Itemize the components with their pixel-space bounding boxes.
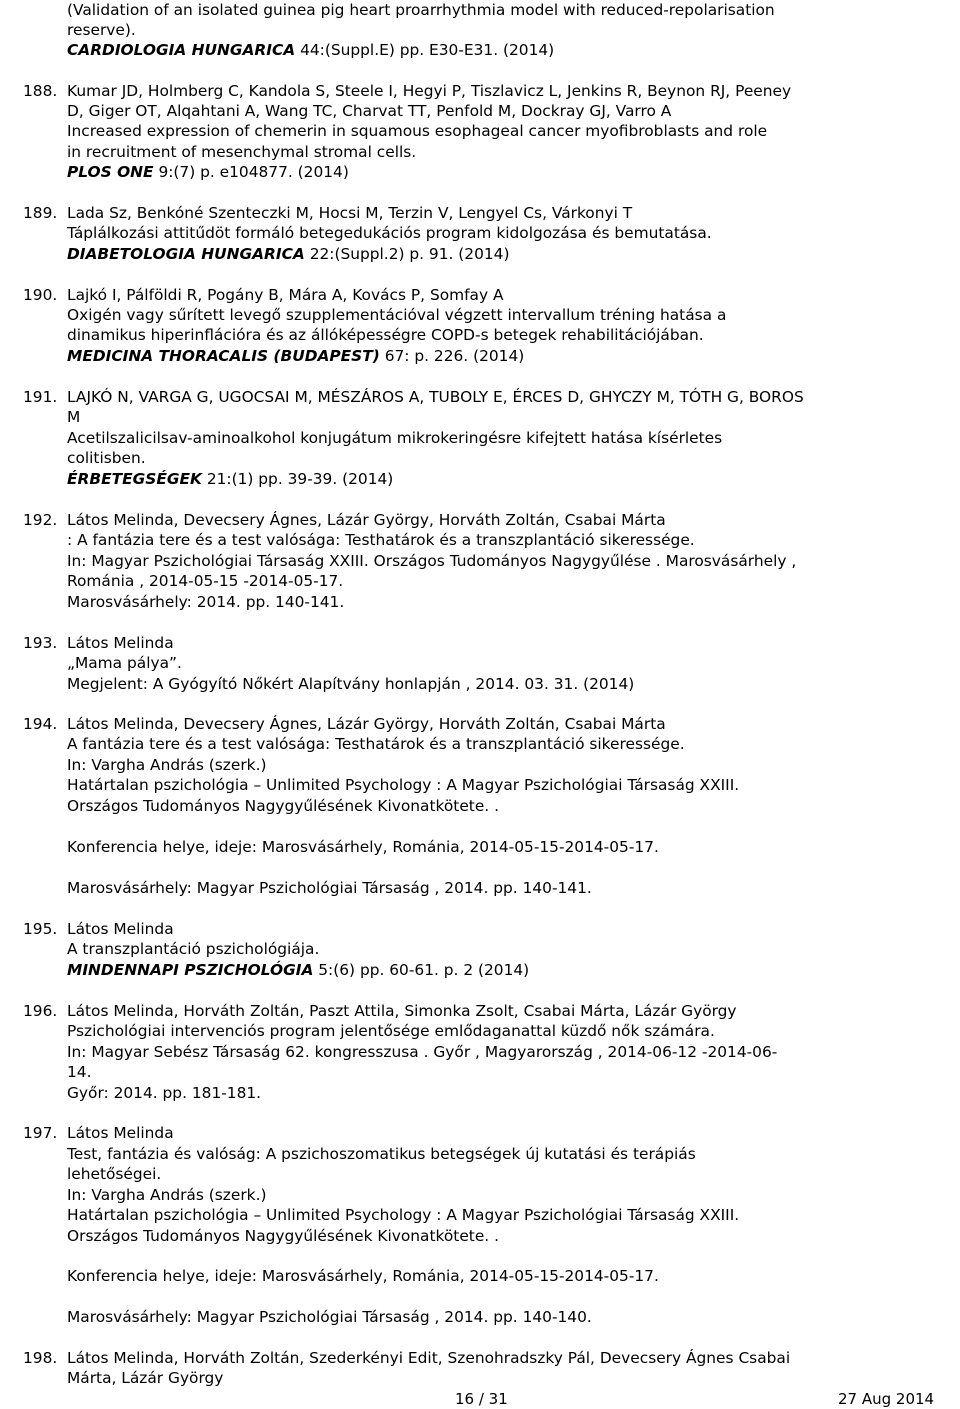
entry-authors: Látos Melinda, Horváth Zoltán, Szederkényi Edit, Szenohradszky Pál, Devecsery Ágnes Csabai	[67, 1349, 791, 1367]
entry-title: A fantázia tere és a test valósága: Testhatárok és a transzplantáció sikeressége.	[67, 735, 685, 753]
entry-authors: Látos Melinda, Devecsery Ágnes, Lázár György, Horváth Zoltán, Csabai Márta	[67, 715, 666, 733]
entry-authors: Látos Melinda	[67, 920, 174, 938]
entry-authors: Kumar JD, Holmberg C, Kandola S, Steele I, Hegyi P, Tiszlavicz L, Jenkins R, Beynon RJ, Peeney	[67, 82, 792, 100]
entry-number: 188.	[23, 82, 58, 100]
entry-source: Országos Tudományos Nagygyűlésének Kivonatkötete. .	[67, 797, 499, 815]
entry-title: lehetőségei.	[67, 1165, 162, 1183]
entry-title: Pszichológiai intervenciós program jelentősége emlődaganattal küzdő nők számára.	[67, 1022, 715, 1040]
entry-authors: Látos Melinda	[67, 634, 174, 652]
entry-source: Határtalan pszichológia – Unlimited Psychology : A Magyar Pszichológiai Társaság XXIII.	[67, 776, 740, 794]
journal-name: MINDENNAPI PSZICHOLÓGIA	[67, 961, 314, 979]
print-date: 27 Aug 2014	[838, 1390, 935, 1408]
entry-publisher: Marosvásárhely: 2014. pp. 140-141.	[67, 593, 345, 611]
entry-authors: Lajkó I, Pálföldi R, Pogány B, Mára A, Kovács P, Somfay A	[67, 286, 504, 304]
entry-source: Megjelent: A Gyógyító Nőkért Alapítvány honlapján , 2014. 03. 31. (2014)	[67, 675, 635, 693]
entry-publisher: Győr: 2014. pp. 181-181.	[67, 1084, 262, 1102]
journal-name: PLOS ONE	[67, 163, 154, 181]
entry-source	[67, 469, 393, 489]
entry-title: in recruitment of mesenchymal stromal cells.	[67, 143, 417, 161]
entry-publisher: Marosvásárhely: Magyar Pszichológiai Társaság , 2014. pp. 140-141.	[67, 879, 592, 897]
entry-title: : A fantázia tere és a test valósága: Testhatárok és a transzplantáció sikeressége.	[67, 531, 695, 549]
entry-source: In: Magyar Sebész Társaság 62. kongresszusa . Győr , Magyarország , 2014-06-12 -2014-06-	[67, 1043, 778, 1061]
entry-title: Test, fantázia és valóság: A pszichoszomatikus betegségek új kutatási és terápiás	[67, 1145, 696, 1163]
entry-authors: D, Giger OT, Alqahtani A, Wang TC, Charvat TT, Penfold M, Dockray GJ, Varro A	[67, 102, 672, 120]
entry-authors: Márta, Lázár György	[67, 1369, 224, 1387]
entry-source	[67, 162, 349, 182]
entry-publisher: Marosvásárhely: Magyar Pszichológiai Társaság , 2014. pp. 140-140.	[67, 1308, 592, 1326]
entry-text: reserve).	[67, 21, 136, 39]
entry-number: 195.	[23, 920, 58, 938]
entry-title: dinamikus hiperinflációra és az állóképességre COPD-s betegek rehabilitációjában.	[67, 326, 704, 344]
entry-text: (Validation of an isolated guinea pig heart proarrhythmia model with reduced-repolarisation	[67, 1, 775, 19]
entry-source: 14.	[67, 1063, 92, 1081]
entry-title: Oxigén vagy sűrített levegő szupplementációval végzett intervallum tréning hatása a	[67, 306, 727, 324]
entry-authors: LAJKÓ N, VARGA G, UGOCSAI M, MÉSZÁROS A, TUBOLY E, ÉRCES D, GHYCZY M, TÓTH G, BOROS	[67, 388, 804, 406]
citation-details: 67: p. 226. (2014)	[379, 347, 525, 365]
entry-number: 193.	[23, 634, 58, 652]
entry-conference: Konferencia helye, ideje: Marosvásárhely, Románia, 2014-05-15-2014-05-17.	[67, 838, 659, 856]
entry-number: 194.	[23, 715, 58, 733]
citation-details: 22:(Suppl.2) p. 91. (2014)	[304, 245, 510, 263]
entry-number: 198.	[23, 1349, 58, 1367]
journal-name: MEDICINA THORACALIS (BUDAPEST)	[67, 347, 380, 365]
entry-authors: Látos Melinda, Horváth Zoltán, Paszt Attila, Simonka Zsolt, Csabai Márta, Lázár György	[67, 1002, 737, 1020]
entry-title: Acetilszalicilsav-aminoalkohol konjugátum mikrokeringésre kifejtett hatása kísérletes	[67, 429, 723, 447]
journal-name: ÉRBETEGSÉGEK	[67, 470, 202, 488]
entry-editor: In: Vargha András (szerk.)	[67, 1186, 267, 1204]
entry-source	[67, 40, 554, 60]
entry-title: „Mama pálya”.	[67, 654, 182, 672]
entry-source: Határtalan pszichológia – Unlimited Psychology : A Magyar Pszichológiai Társaság XXIII.	[67, 1206, 740, 1224]
entry-authors: Látos Melinda	[67, 1124, 174, 1142]
page-number: 16 / 31	[455, 1390, 508, 1408]
entry-source: Románia , 2014-05-15 -2014-05-17.	[67, 572, 344, 590]
entry-number: 192.	[23, 511, 58, 529]
journal-name: CARDIOLOGIA HUNGARICA	[67, 41, 296, 59]
entry-number: 189.	[23, 204, 58, 222]
citation-details: 5:(6) pp. 60-61. p. 2 (2014)	[313, 961, 530, 979]
entry-source	[67, 346, 524, 366]
citation-details: 9:(7) p. e104877. (2014)	[153, 163, 349, 181]
entry-number: 190.	[23, 286, 58, 304]
entry-source	[67, 960, 529, 980]
entry-title: Táplálkozási attitűdöt formáló betegedukációs program kidolgozása és bemutatása.	[67, 224, 712, 242]
entry-title: colitisben.	[67, 449, 146, 467]
entry-authors: M	[67, 408, 81, 426]
entry-title: Increased expression of chemerin in squamous esophageal cancer myofibroblasts and role	[67, 122, 768, 140]
entry-editor: In: Vargha András (szerk.)	[67, 756, 267, 774]
entry-source: In: Magyar Pszichológiai Társaság XXIII. Országos Tudományos Nagygyűlése . Marosvásárhely ,	[67, 552, 797, 570]
entry-number: 197.	[23, 1124, 58, 1142]
entry-authors: Látos Melinda, Devecsery Ágnes, Lázár György, Horváth Zoltán, Csabai Márta	[67, 511, 666, 529]
entry-conference: Konferencia helye, ideje: Marosvásárhely, Románia, 2014-05-15-2014-05-17.	[67, 1267, 659, 1285]
citation-details: 21:(1) pp. 39-39. (2014)	[201, 470, 394, 488]
citation-details: 44:(Suppl.E) pp. E30-E31. (2014)	[295, 41, 555, 59]
entry-title: A transzplantáció pszichológiája.	[67, 940, 320, 958]
entry-number: 196.	[23, 1002, 58, 1020]
journal-name: DIABETOLOGIA HUNGARICA	[67, 245, 305, 263]
entry-source	[67, 244, 509, 264]
entry-number: 191.	[23, 388, 58, 406]
entry-authors: Lada Sz, Benkóné Szenteczki M, Hocsi M, Terzin V, Lengyel Cs, Várkonyi T	[67, 204, 633, 222]
entry-source: Országos Tudományos Nagygyűlésének Kivonatkötete. .	[67, 1227, 499, 1245]
